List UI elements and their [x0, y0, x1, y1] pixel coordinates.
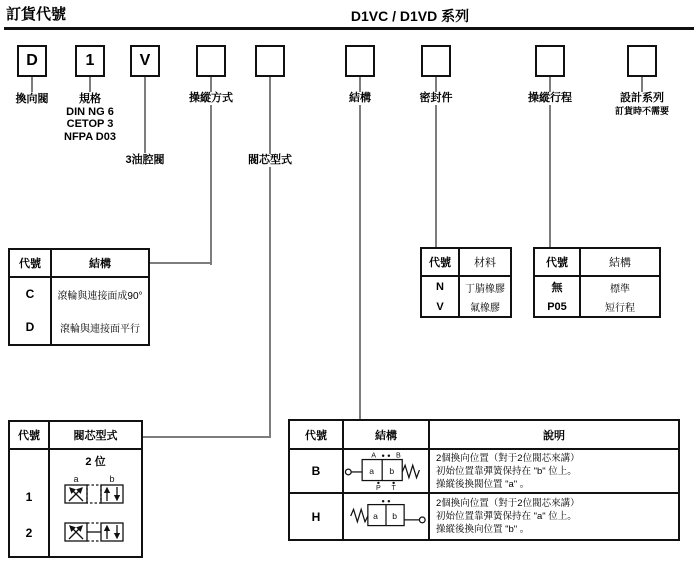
stroke-table-desc-short: 短行程 — [605, 303, 635, 314]
connector-line-spool-type-horizontal — [143, 436, 271, 438]
label-design-series: 設計系列 — [612, 92, 672, 105]
chamber-label-b: b — [389, 465, 395, 476]
seal-table-material-n: 丁腈橡膠 — [465, 283, 505, 295]
code-box-seals — [421, 45, 451, 77]
spool-table-code-column — [10, 450, 50, 556]
code-box-design-series — [627, 45, 657, 77]
spool-table-header-type: 閥芯型式 — [50, 422, 141, 450]
connector-line-spool-type — [269, 77, 271, 438]
operator-table-desc-d: 滾輪與連接面平行 — [60, 323, 140, 335]
label-size — [50, 93, 130, 143]
desc-h-line-2: 初始位置靠彈簧保持在 "a" 位上。 — [436, 511, 577, 522]
label-size-nfpa: NFPA D03 — [64, 130, 116, 143]
spool-table-code-1: 1 — [25, 490, 33, 504]
valve-symbol-spool-2 — [64, 522, 126, 542]
chamber-label-a: a — [369, 465, 375, 476]
spool-type-table — [8, 420, 143, 558]
structure-table-diagram-b-cell — [344, 450, 430, 494]
code-box-operator-stroke — [535, 45, 565, 77]
series-title: D1VC / D1VD 系列 — [350, 8, 470, 24]
operator-table-header-code: 代號 — [10, 250, 52, 278]
label-seals: 密封件 — [412, 92, 460, 105]
structure-table-header-code: 代號 — [290, 421, 344, 450]
spool-table-header-code: 代號 — [10, 422, 50, 450]
structure-table-header-desc: 說明 — [430, 421, 678, 450]
code-box-3-chamber-valve: V — [130, 45, 160, 77]
spool-table-diagram-column — [50, 450, 141, 556]
operator-type-table — [8, 248, 150, 346]
label-size-cetop: CETOP 3 — [66, 118, 114, 130]
label-size-din: DIN NG 6 — [66, 105, 114, 118]
code-box-spool-type — [255, 45, 285, 77]
port-label-P: P — [375, 484, 381, 492]
connector-line-size — [89, 77, 91, 92]
connector-line-3-chamber — [144, 77, 146, 153]
code-box-directional-valve: D — [17, 45, 47, 77]
code-box-structure — [345, 45, 375, 77]
desc-h-line-1: 2個換向位置（對于2位閥芯來講） — [436, 498, 580, 509]
desc-h-line-3: 操縱後換向位置 "b" 。 — [436, 524, 530, 535]
connector-line-design-series — [641, 77, 643, 92]
stroke-table-code-p05: P05 — [535, 297, 581, 316]
operator-stroke-table — [533, 247, 661, 318]
seal-table-code-n: N — [422, 277, 460, 297]
stroke-table-header-structure: 結構 — [581, 249, 659, 277]
operator-table-header-structure: 結構 — [52, 250, 148, 278]
stroke-table-header-code: 代號 — [535, 249, 581, 277]
seal-material-table — [420, 247, 512, 318]
spool-port-label-a: a — [73, 474, 79, 484]
label-structure: 結構 — [340, 92, 380, 105]
port-label-A: A — [371, 451, 376, 460]
structure-table-code-h: H — [290, 494, 344, 539]
chamber-label-a: a — [373, 510, 378, 521]
structure-table — [288, 419, 680, 541]
structure-table-header-structure: 結構 — [344, 421, 430, 450]
label-3-chamber-valve: 3油腔閥 — [115, 154, 175, 167]
desc-b-line-2: 初始位置靠彈簧保持在 "b" 位上。 — [436, 465, 577, 477]
structure-table-diagram-h-cell — [344, 494, 430, 539]
structure-table-code-b: B — [290, 450, 344, 494]
valve-symbol-spool-1 — [64, 474, 126, 506]
code-box-operator-type — [196, 45, 226, 77]
stroke-table-code-none: 無 — [535, 277, 581, 297]
label-size-title: 規格 — [79, 93, 101, 105]
operator-table-code-d: D — [10, 310, 52, 344]
connector-line-operator-type-horizontal — [150, 262, 212, 264]
title-rule — [4, 27, 694, 30]
spool-table-code-2: 2 — [25, 526, 33, 540]
port-label-T: T — [391, 484, 396, 492]
page-title: 訂貨代號 — [6, 6, 67, 23]
seal-table-header-code: 代號 — [422, 249, 460, 277]
seal-table-header-material: 材料 — [460, 249, 510, 277]
stroke-table-desc-standard: 標準 — [610, 283, 630, 295]
spool-port-label-b: b — [109, 474, 115, 484]
valve-symbol-h — [344, 496, 428, 538]
structure-table-desc-h — [430, 494, 678, 539]
connector-line-directional-valve — [31, 77, 33, 92]
connector-line-operator-type — [210, 77, 212, 265]
chamber-label-b: b — [392, 510, 397, 521]
operator-table-code-c: C — [10, 278, 52, 310]
structure-table-desc-b — [430, 450, 678, 494]
operator-table-desc-c: 滾輪與連接面成90° — [57, 290, 143, 302]
spool-position-label: 2 位 — [85, 456, 106, 468]
label-operator-stroke: 操縱行程 — [520, 92, 580, 105]
connector-line-structure — [359, 77, 361, 419]
port-label-B: B — [396, 451, 401, 460]
desc-b-line-3: 操縱後換閥位置 "a" 。 — [436, 478, 530, 490]
code-box-size: 1 — [75, 45, 105, 77]
seal-table-code-v: V — [422, 297, 460, 316]
label-directional-valve: 換向閥 — [8, 93, 56, 106]
label-spool-type: 閥芯型式 — [240, 154, 300, 167]
label-operator-type: 操縱方式 — [181, 92, 241, 105]
note-design-series: 訂貨時不需要 — [606, 106, 678, 117]
desc-b-line-1: 2個換向位置（對于2位閥芯來講） — [436, 452, 580, 464]
seal-table-material-v: 氟橡膠 — [470, 303, 500, 314]
valve-symbol-b — [344, 450, 428, 492]
